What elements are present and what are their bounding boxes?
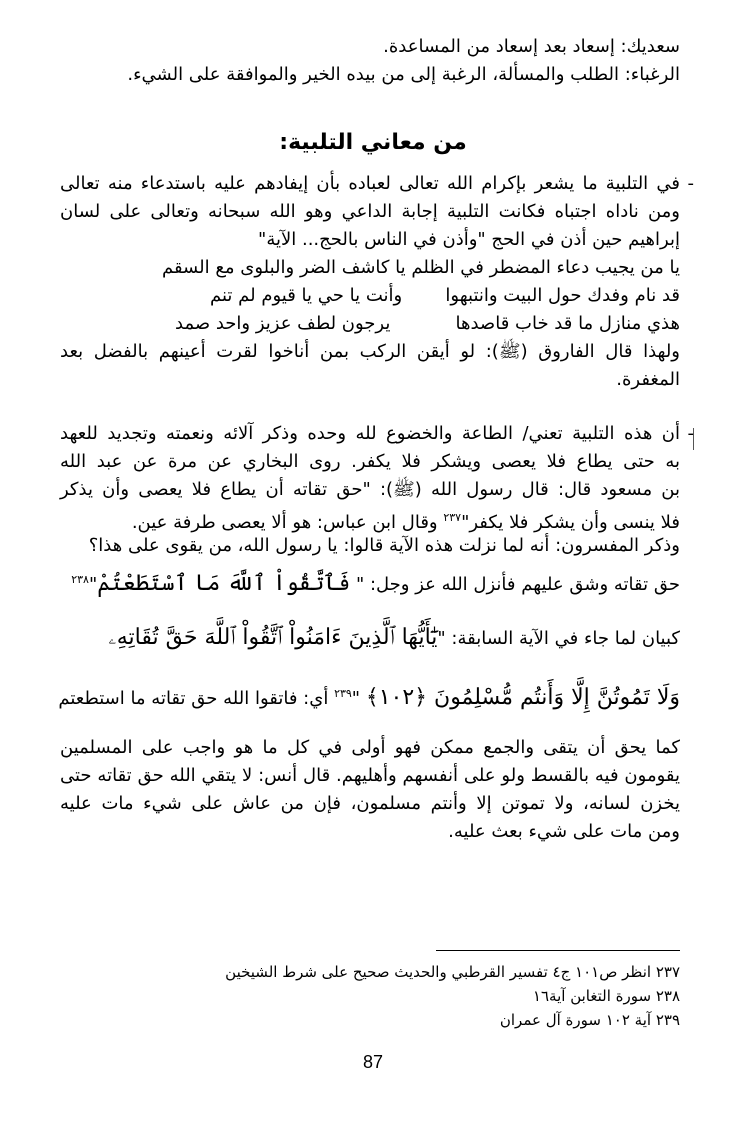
quran-verse: يَٰٓأَيُّهَا ٱلَّذِينَ ءَامَنُواْ ٱتَّقُواْ ٱللَّهَ حَقَّ تُقَاتِهِۦ [108, 625, 438, 650]
bullet-dash: - [687, 173, 694, 194]
section2-line: أن هذه التلبية تعني/ الطاعة والخضوع لله وحده وذكر آلائه ونعمته وتجديد للعهد [60, 423, 680, 444]
poem-hemistich: هذي منازل ما قد خاب قاصدها [455, 313, 680, 334]
poem-line [210, 282, 680, 310]
footnote-ref: ٢٣٨ [71, 573, 89, 586]
paragraph-line: يقومون فيه بالقسط ولو على أنفسهم وأهليهم. قال أنس: لا يتقي الله حق تقاته حتى [60, 765, 680, 786]
section2-verse-line [60, 624, 680, 653]
definition-saadayk: سعديك: إسعاد بعد إسعاد من المساعدة. [383, 36, 680, 57]
section-heading: من معاني التلبية: [279, 130, 467, 155]
footnote-ref: ٢٣٩ [334, 687, 352, 700]
footnote-ref: ٢٣٧ [443, 511, 462, 524]
text-segment: فلا ينسى وأن يشكر فلا يكفر" [461, 512, 680, 533]
section2-line: بن مسعود قال: قال رسول الله (ﷺ): "حق تقاته أن يطاع فلا يعصى وأن يذكر [60, 479, 680, 500]
quran-verse: فَٱتَّقُواْ ٱللَّهَ مَا ٱسْتَطَعْتُمْ [97, 571, 351, 596]
section1-line: ولهذا قال الفاروق (ﷺ): لو أيقن الركب بمن أناخوا لقرت أعينهم بالفضل بعد [60, 341, 680, 362]
paragraph-line: كما يحق أن يتقى والجمع ممكن فهو أولى في كل ما هو واجب على المسلمين [60, 737, 680, 758]
footnote: ٢٣٨ سورة التغابن آية١٦ [532, 987, 680, 1005]
paragraph-line: يخزن لسانه، ولا تموتن إلا وأنتم مسلمون، فإن من عاش على شيء مات عليه [60, 793, 680, 814]
text-segment: وقال ابن عباس: هو ألا يعصى طرفة عين. [131, 512, 444, 533]
section2-verse-line [60, 566, 680, 599]
bullet-dash: - [687, 423, 694, 444]
paragraph-line: ومن مات على شيء بعث عليه. [448, 821, 680, 842]
section1-line: المغفرة. [616, 369, 680, 390]
text-segment: كبيان لما جاء في الآية السابقة: " [437, 628, 680, 649]
footnote-separator [436, 950, 680, 951]
poem-hemistich: وأنت يا حي يا قيوم لم تنم [210, 285, 403, 306]
text-segment: " [88, 574, 98, 595]
section1-line: في التلبية ما يشعر بإكرام الله تعالى لعباده بأن إيفادهم عليه باستدعاء منه تعالى [60, 173, 680, 194]
page-number: 87 [362, 1052, 384, 1072]
section2-line: وذكر المفسرون: أنه لما نزلت هذه الآية قالوا: يا رسول الله، من يقوى على هذا؟ [88, 535, 680, 556]
section2-line: به حتى يطاع فلا يعصى ويشكر فلا يكفر. روى البخاري عن مرة عن عبد الله [60, 451, 680, 472]
quran-verse: وَلَا تَمُوتُنَّ إِلَّا وَأَنتُم مُّسْلِمُونَ ﴿١٠٢﴾ [365, 685, 680, 710]
text-segment: أي: فاتقوا الله حق تقاته ما استطعتم [58, 688, 335, 709]
text-segment: " [351, 688, 366, 709]
text-segment: حق تقاته وشق عليهم فأنزل الله عز وجل: " [350, 574, 680, 595]
section1-line: إبراهيم حين أذن في الحج "وأذن في الناس بالحج... الآية" [258, 229, 680, 250]
footnote: ٢٣٩ آية ١٠٢ سورة آل عمران [499, 1011, 680, 1029]
section1-line: ومن ناداه اجتباه فكانت التلبية إجابة الداعي وهو الله سبحانه وتعالى على لسان [60, 201, 680, 222]
footnote: ٢٣٧ انظر ص١٠١ ج٤ تفسير القرطبي والحديث صحيح على شرط الشيخين [225, 963, 680, 981]
poem-line: يا من يجيب دعاء المضطر في الظلم يا كاشف الضر والبلوى مع السقم [161, 257, 680, 278]
poem-hemistich: يرجون لطف عزيز واحد صمد [175, 313, 391, 334]
definition-raghba: الرغباء: الطلب والمسألة، الرغبة إلى من بيده الخير والموافقة على الشيء. [127, 64, 680, 85]
section2-verse-line [60, 680, 680, 713]
poem-line [175, 310, 680, 338]
poem-hemistich: قد نام وفدك حول البيت وانتبهوا [445, 285, 680, 306]
